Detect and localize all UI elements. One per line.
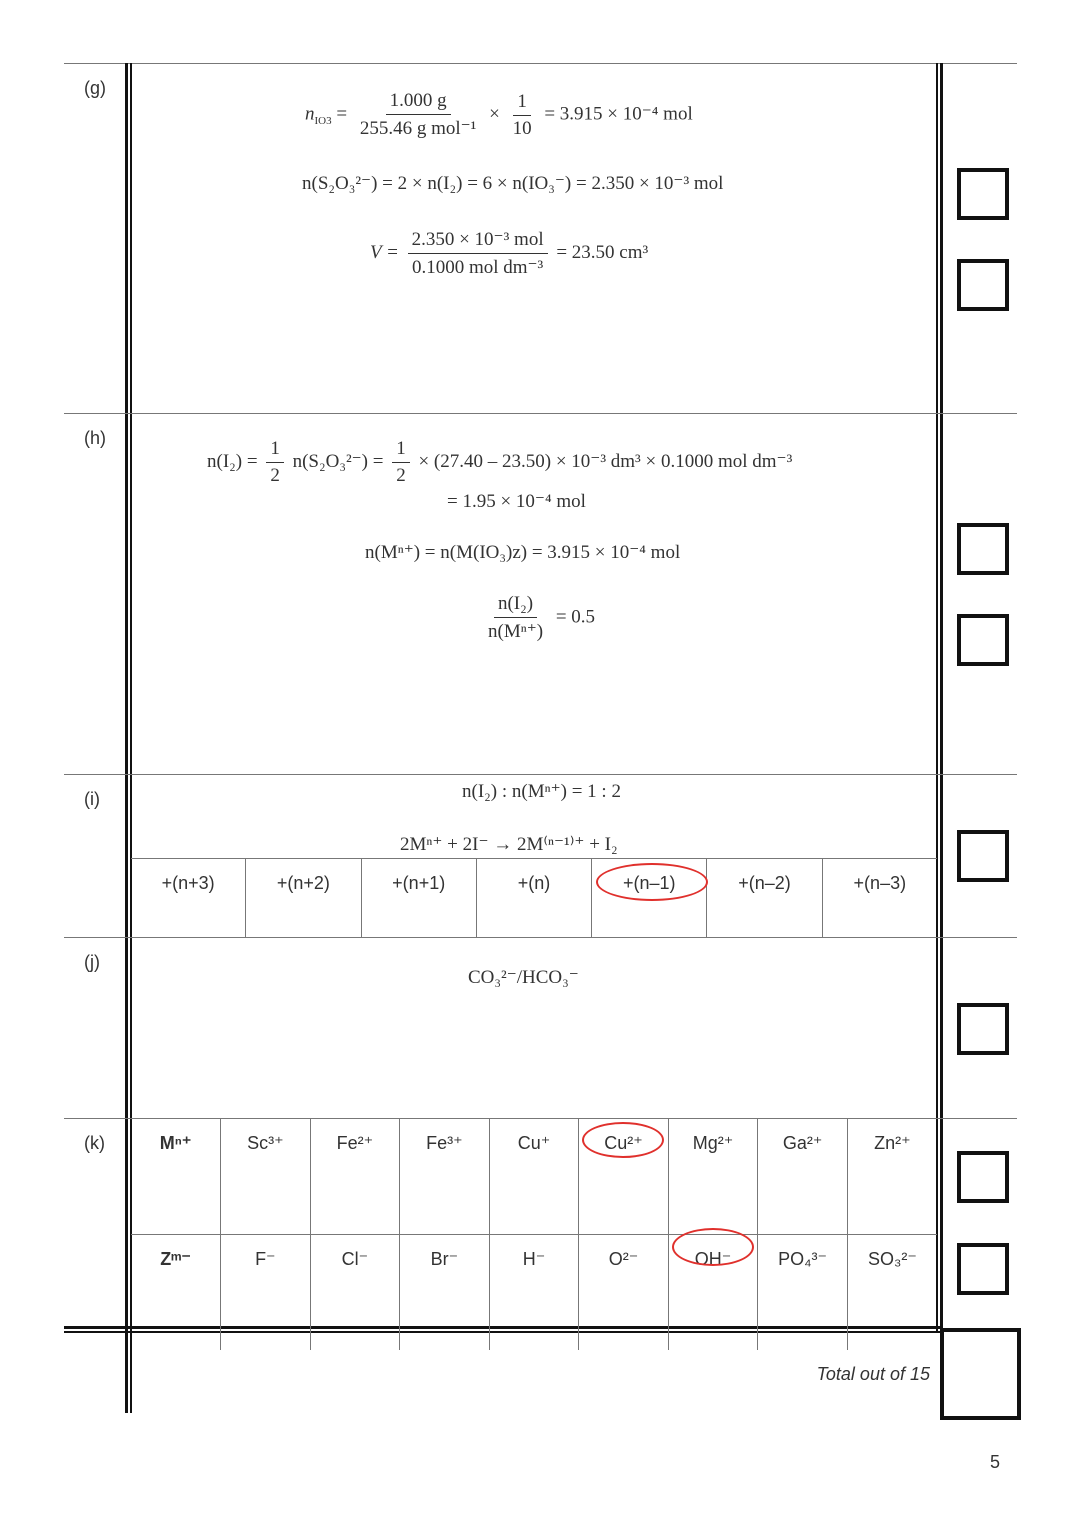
g-eq3-lhs: V =	[370, 241, 399, 263]
h-half-2	[392, 438, 410, 487]
option-n-plus-3[interactable]: +(n+3)	[131, 859, 246, 938]
cation-cell[interactable]: Ga²⁺	[758, 1119, 848, 1235]
j-answer: CO₃²⁻/HCO₃⁻	[468, 967, 579, 988]
g-equation-2: n(S₂O₃²⁻) = 2 × n(I₂) = 6 × n(IO₃⁻) = 2.350 × 10⁻³ mol	[302, 173, 724, 194]
option-n[interactable]: +(n)	[477, 859, 592, 938]
mark-box-g-2[interactable]	[957, 259, 1009, 311]
section-label-h: (h)	[84, 428, 106, 448]
g-eq3-den: 0.1000 mol dm⁻³	[411, 257, 544, 278]
mark-box-i[interactable]	[957, 830, 1009, 882]
h-half-2-den: 2	[396, 465, 406, 486]
g-eq1-num: 1.000 g	[386, 90, 451, 115]
g-equation-1: $n_{IO3}$ = $\frac{1.000 g}{\text{255.46 g mol⁻¹}}$ × $\frac{1}{10}$ = 3.915 × 10⁻⁴ mol	[305, 90, 693, 139]
cation-cell-selected[interactable]: Cu²⁺	[579, 1119, 669, 1235]
i-reaction: 2Mⁿ⁺ + 2I⁻ → 2M⁽ⁿ⁻¹⁾⁺ + I₂	[400, 834, 618, 855]
h-ratio-num: n(I₂)	[494, 593, 537, 618]
left-double-rule	[125, 63, 128, 1413]
h-ratio-den: n(Mⁿ⁺)	[488, 621, 544, 642]
section-label-i: (i)	[84, 789, 100, 809]
option-n-minus-1[interactable]: +(n–1)	[592, 859, 707, 938]
mark-box-k-1[interactable]	[957, 1151, 1009, 1203]
i-ratio: n(I₂) : n(Mⁿ⁺) = 1 : 2	[462, 781, 621, 802]
separator-i	[64, 774, 1017, 775]
g-eq3-num: 2.350 × 10⁻³ mol	[408, 228, 548, 254]
anion-cell-selected[interactable]: OH⁻	[668, 1235, 758, 1351]
mark-box-h-2[interactable]	[957, 614, 1009, 666]
h-half-1-den: 2	[270, 465, 280, 486]
g-eq1-den2: 10	[512, 117, 532, 139]
h-equation-1	[207, 438, 792, 487]
g-eq1-num2: 1	[513, 91, 531, 116]
h-equation-1-result: = 1.95 × 10⁻⁴ mol	[447, 491, 586, 512]
g-eq1-rhs: = 3.915 × 10⁻⁴ mol	[544, 103, 693, 125]
anion-cell[interactable]: Br⁻	[400, 1235, 490, 1351]
cation-cell[interactable]: Mg²⁺	[668, 1119, 758, 1235]
g-eq3-fraction	[408, 228, 548, 279]
h-ratio-fraction	[484, 593, 547, 643]
g-eq1-times: ×	[489, 103, 500, 125]
page-number: 5	[990, 1452, 1001, 1472]
option-n-plus-1[interactable]: +(n+1)	[362, 859, 477, 938]
g-eq1-fraction	[356, 90, 481, 140]
g-eq1-lhs: n	[305, 103, 315, 125]
anion-cell[interactable]: Cl⁻	[310, 1235, 400, 1351]
h-eq1-a: n(I₂) =	[207, 450, 258, 472]
total-mark-box[interactable]	[940, 1328, 1021, 1420]
g-eq1-den: 255.46 g mol⁻¹	[359, 118, 477, 139]
cation-cell[interactable]: Zn²⁺	[847, 1119, 937, 1235]
h-eq1-c: × (27.40 – 23.50) × 10⁻³ dm³ × 0.1000 mol dm⁻³	[418, 450, 793, 472]
right-double-rule-2	[940, 63, 943, 1333]
g-eq1-lhs-sub: IO3	[314, 115, 332, 128]
h-half-1-num: 1	[266, 438, 284, 463]
anion-cell[interactable]: H⁻	[489, 1235, 579, 1351]
anion-header: Zᵐ⁻	[131, 1235, 221, 1351]
oxidation-state-options	[131, 858, 937, 938]
mark-box-g-1[interactable]	[957, 168, 1009, 220]
anion-cell[interactable]: F⁻	[221, 1235, 311, 1351]
h-half-1	[266, 438, 284, 487]
section-label-g: (g)	[84, 78, 106, 98]
cation-cell[interactable]: Fe³⁺	[400, 1119, 490, 1235]
top-rule	[64, 63, 1017, 64]
mark-box-h-1[interactable]	[957, 523, 1009, 575]
mark-box-k-2[interactable]	[957, 1243, 1009, 1295]
total-label: Total out of 15	[816, 1364, 930, 1384]
anion-cell[interactable]: PO₄³⁻	[758, 1235, 848, 1351]
cation-cell[interactable]: Cu⁺	[489, 1119, 579, 1235]
ion-table	[131, 1119, 937, 1350]
option-n-minus-2[interactable]: +(n–2)	[707, 859, 822, 938]
anion-cell[interactable]: O²⁻	[579, 1235, 669, 1351]
h-half-2-num: 1	[392, 438, 410, 463]
g-eq3-rhs: = 23.50 cm³	[556, 241, 649, 263]
cation-cell[interactable]: Sc³⁺	[221, 1119, 311, 1235]
g-equation-3	[370, 228, 648, 279]
h-equation-2: n(Mⁿ⁺) = n(M(IO₃)z) = 3.915 × 10⁻⁴ mol	[365, 542, 681, 563]
h-ratio	[480, 593, 595, 643]
section-label-j: (j)	[84, 952, 100, 972]
h-eq1-b: n(S₂O₃²⁻) =	[292, 450, 384, 472]
anion-row	[131, 1235, 937, 1351]
cation-cell[interactable]: Fe²⁺	[310, 1119, 400, 1235]
option-n-plus-2[interactable]: +(n+2)	[246, 859, 361, 938]
mark-box-j[interactable]	[957, 1003, 1009, 1055]
separator-h	[64, 413, 1017, 414]
cation-row	[131, 1119, 937, 1235]
cation-header: Mⁿ⁺	[131, 1119, 221, 1235]
h-ratio-val: = 0.5	[555, 606, 596, 628]
section-label-k: (k)	[84, 1133, 105, 1153]
option-n-minus-3[interactable]: +(n–3)	[853, 873, 907, 893]
g-eq1-fraction-2	[509, 91, 536, 140]
anion-cell[interactable]: SO₃²⁻	[868, 1249, 917, 1269]
